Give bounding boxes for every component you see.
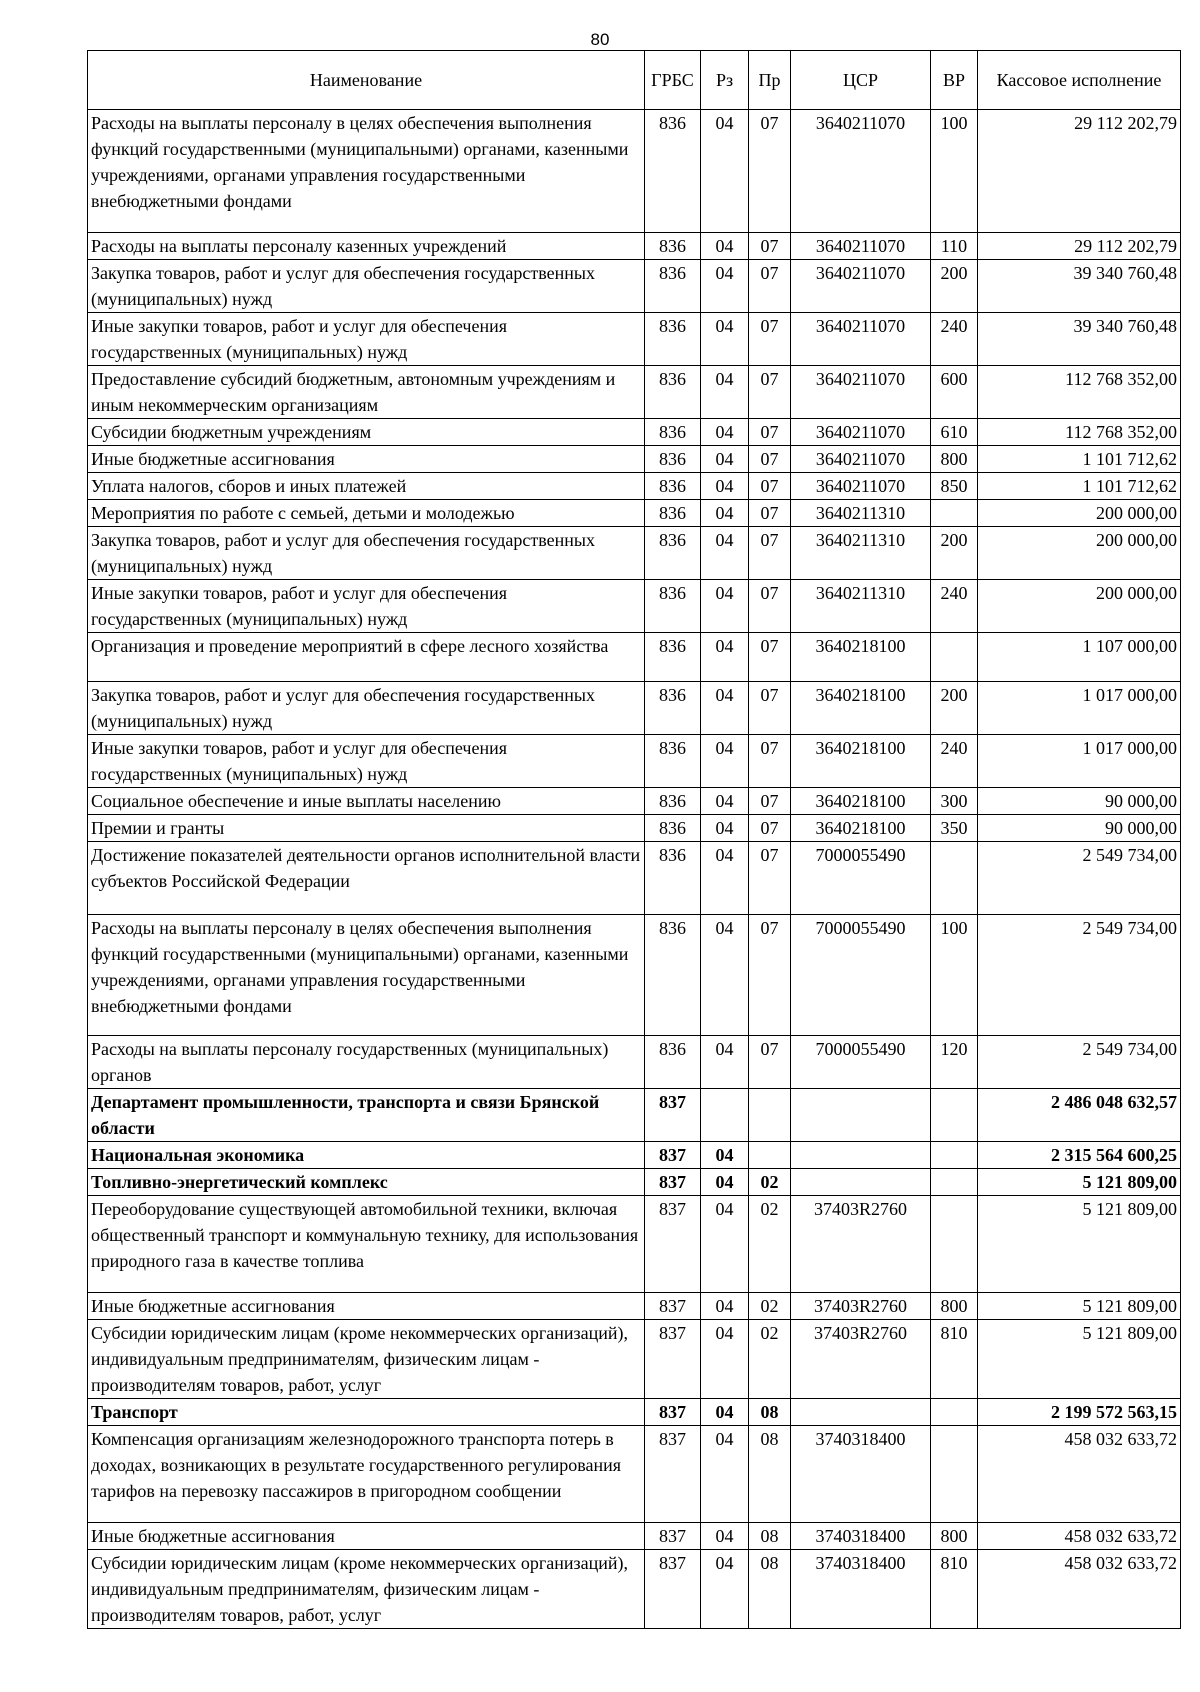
row-pr: 02 <box>749 1169 791 1196</box>
table-row <box>88 788 1181 815</box>
table-row <box>88 735 1181 788</box>
row-name: Субсидии бюджетным учреждениям <box>88 419 645 446</box>
row-csr <box>791 1399 931 1426</box>
table-row <box>88 915 1181 1036</box>
row-csr: 3640218100 <box>791 788 931 815</box>
row-pr: 02 <box>749 1320 791 1399</box>
row-amount: 458 032 633,72 <box>978 1426 1181 1523</box>
row-grbs: 836 <box>645 580 701 633</box>
row-grbs: 836 <box>645 527 701 580</box>
row-vr: 200 <box>931 260 978 313</box>
table-row <box>88 500 1181 527</box>
table-row <box>88 1550 1181 1629</box>
row-pr: 07 <box>749 233 791 260</box>
row-rz: 04 <box>701 1320 749 1399</box>
row-csr <box>791 1089 931 1142</box>
row-vr: 800 <box>931 1523 978 1550</box>
row-vr: 810 <box>931 1550 978 1629</box>
row-csr: 3640211310 <box>791 527 931 580</box>
table-row <box>88 366 1181 419</box>
table-row <box>88 1523 1181 1550</box>
row-grbs: 837 <box>645 1550 701 1629</box>
table-row <box>88 233 1181 260</box>
table-row <box>88 682 1181 735</box>
row-pr: 07 <box>749 735 791 788</box>
row-vr: 120 <box>931 1036 978 1089</box>
row-vr: 100 <box>931 110 978 233</box>
row-rz: 04 <box>701 633 749 682</box>
row-vr: 110 <box>931 233 978 260</box>
row-name: Предоставление субсидий бюджетным, автономным учреждениям и иным некоммерческим организациям <box>88 366 645 419</box>
row-pr: 08 <box>749 1426 791 1523</box>
row-grbs: 837 <box>645 1089 701 1142</box>
row-vr: 810 <box>931 1320 978 1399</box>
row-name: Иные закупки товаров, работ и услуг для обеспечения государственных (муниципальных) нужд <box>88 580 645 633</box>
row-csr: 3640218100 <box>791 815 931 842</box>
table-row <box>88 1036 1181 1089</box>
row-amount: 5 121 809,00 <box>978 1169 1181 1196</box>
header-vr: ВР <box>931 51 978 110</box>
row-vr <box>931 842 978 915</box>
row-vr: 200 <box>931 682 978 735</box>
table-row <box>88 1320 1181 1399</box>
row-name: Национальная экономика <box>88 1142 645 1169</box>
row-vr: 800 <box>931 446 978 473</box>
row-pr: 07 <box>749 1036 791 1089</box>
table-row <box>88 1426 1181 1523</box>
row-csr: 3740318400 <box>791 1550 931 1629</box>
table-row <box>88 260 1181 313</box>
header-pr: Пр <box>749 51 791 110</box>
row-grbs: 836 <box>645 842 701 915</box>
table-row <box>88 1196 1181 1293</box>
row-pr: 02 <box>749 1196 791 1293</box>
row-vr: 100 <box>931 915 978 1036</box>
row-pr: 07 <box>749 446 791 473</box>
row-csr <box>791 1142 931 1169</box>
table-row <box>88 1089 1181 1142</box>
row-rz: 04 <box>701 815 749 842</box>
header-name: Наименование <box>88 51 645 110</box>
row-amount: 112 768 352,00 <box>978 366 1181 419</box>
row-grbs: 837 <box>645 1169 701 1196</box>
budget-execution-table <box>87 50 1181 1629</box>
row-csr <box>791 1169 931 1196</box>
row-amount: 5 121 809,00 <box>978 1320 1181 1399</box>
row-grbs: 836 <box>645 788 701 815</box>
row-rz: 04 <box>701 419 749 446</box>
row-grbs: 836 <box>645 260 701 313</box>
row-rz <box>701 1089 749 1142</box>
table-row <box>88 110 1181 233</box>
row-vr <box>931 1426 978 1523</box>
row-pr: 07 <box>749 527 791 580</box>
row-grbs: 837 <box>645 1399 701 1426</box>
row-name: Премии и гранты <box>88 815 645 842</box>
row-vr <box>931 1399 978 1426</box>
header-csr: ЦСР <box>791 51 931 110</box>
row-grbs: 836 <box>645 815 701 842</box>
row-name: Организация и проведение мероприятий в сфере лесного хозяйства <box>88 633 645 682</box>
header-rz: Рз <box>701 51 749 110</box>
row-name: Переоборудование существующей автомобильной техники, включая общественный транспорт и коммунальную технику, для использования природного газа в качестве топлива <box>88 1196 645 1293</box>
row-rz: 04 <box>701 1036 749 1089</box>
table-row <box>88 1293 1181 1320</box>
row-vr <box>931 1142 978 1169</box>
row-amount: 29 112 202,79 <box>978 110 1181 233</box>
row-grbs: 836 <box>645 233 701 260</box>
row-vr: 610 <box>931 419 978 446</box>
row-amount: 39 340 760,48 <box>978 260 1181 313</box>
row-pr: 08 <box>749 1523 791 1550</box>
row-name: Расходы на выплаты персоналу казенных учреждений <box>88 233 645 260</box>
row-pr: 07 <box>749 313 791 366</box>
row-name: Субсидии юридическим лицам (кроме некоммерческих организаций), индивидуальным предпринимателям, физическим лицам - производителям товаров, работ, услуг <box>88 1320 645 1399</box>
row-rz: 04 <box>701 1523 749 1550</box>
table-row <box>88 313 1181 366</box>
row-vr: 240 <box>931 735 978 788</box>
row-pr: 07 <box>749 260 791 313</box>
row-name: Иные бюджетные ассигнования <box>88 446 645 473</box>
row-pr: 07 <box>749 633 791 682</box>
row-rz: 04 <box>701 527 749 580</box>
row-csr: 3640218100 <box>791 633 931 682</box>
row-name: Иные закупки товаров, работ и услуг для обеспечения государственных (муниципальных) нужд <box>88 735 645 788</box>
row-name: Закупка товаров, работ и услуг для обеспечения государственных (муниципальных) нужд <box>88 527 645 580</box>
row-vr: 240 <box>931 580 978 633</box>
row-grbs: 836 <box>645 473 701 500</box>
row-pr: 08 <box>749 1550 791 1629</box>
row-grbs: 837 <box>645 1142 701 1169</box>
row-grbs: 836 <box>645 366 701 419</box>
row-rz: 04 <box>701 1426 749 1523</box>
row-name: Департамент промышленности, транспорта и связи Брянской области <box>88 1089 645 1142</box>
row-vr: 240 <box>931 313 978 366</box>
row-csr: 7000055490 <box>791 1036 931 1089</box>
row-pr: 07 <box>749 419 791 446</box>
row-vr: 300 <box>931 788 978 815</box>
row-pr: 07 <box>749 842 791 915</box>
row-csr: 3640211070 <box>791 110 931 233</box>
row-name: Иные бюджетные ассигнования <box>88 1293 645 1320</box>
table-row <box>88 633 1181 682</box>
row-csr: 3640211070 <box>791 366 931 419</box>
row-rz: 04 <box>701 500 749 527</box>
row-pr: 07 <box>749 110 791 233</box>
row-rz: 04 <box>701 735 749 788</box>
row-pr: 07 <box>749 366 791 419</box>
row-amount: 2 199 572 563,15 <box>978 1399 1181 1426</box>
row-amount: 2 315 564 600,25 <box>978 1142 1181 1169</box>
row-vr: 200 <box>931 527 978 580</box>
row-name: Субсидии юридическим лицам (кроме некоммерческих организаций), индивидуальным предпринимателям, физическим лицам - производителям товаров, работ, услуг <box>88 1550 645 1629</box>
row-csr: 37403R2760 <box>791 1196 931 1293</box>
row-rz: 04 <box>701 233 749 260</box>
row-csr: 3640211070 <box>791 473 931 500</box>
row-rz: 04 <box>701 1399 749 1426</box>
row-amount: 39 340 760,48 <box>978 313 1181 366</box>
row-grbs: 836 <box>645 735 701 788</box>
row-name: Расходы на выплаты персоналу в целях обеспечения выполнения функций государственными (муниципальными) органами, казенными учреждениями, органами управления государственными внебюджетными фондами <box>88 110 645 233</box>
row-pr <box>749 1089 791 1142</box>
row-csr: 3640211310 <box>791 580 931 633</box>
row-csr: 3640211310 <box>791 500 931 527</box>
row-grbs: 836 <box>645 110 701 233</box>
row-amount: 1 107 000,00 <box>978 633 1181 682</box>
row-amount: 2 486 048 632,57 <box>978 1089 1181 1142</box>
row-amount: 1 017 000,00 <box>978 735 1181 788</box>
row-csr: 7000055490 <box>791 915 931 1036</box>
row-amount: 2 549 734,00 <box>978 1036 1181 1089</box>
row-csr: 3640211070 <box>791 233 931 260</box>
row-pr: 02 <box>749 1293 791 1320</box>
row-amount: 29 112 202,79 <box>978 233 1181 260</box>
row-rz: 04 <box>701 1169 749 1196</box>
row-vr <box>931 500 978 527</box>
row-name: Иные бюджетные ассигнования <box>88 1523 645 1550</box>
row-pr: 07 <box>749 682 791 735</box>
row-grbs: 837 <box>645 1426 701 1523</box>
row-name: Уплата налогов, сборов и иных платежей <box>88 473 645 500</box>
row-amount: 112 768 352,00 <box>978 419 1181 446</box>
row-csr: 3740318400 <box>791 1523 931 1550</box>
row-grbs: 836 <box>645 446 701 473</box>
row-amount: 200 000,00 <box>978 527 1181 580</box>
row-rz: 04 <box>701 446 749 473</box>
row-grbs: 836 <box>645 915 701 1036</box>
row-csr: 3640211070 <box>791 313 931 366</box>
row-amount: 2 549 734,00 <box>978 842 1181 915</box>
row-pr: 07 <box>749 788 791 815</box>
row-vr <box>931 1169 978 1196</box>
table-row <box>88 1169 1181 1196</box>
row-grbs: 836 <box>645 1036 701 1089</box>
row-amount: 5 121 809,00 <box>978 1196 1181 1293</box>
row-rz: 04 <box>701 580 749 633</box>
row-csr: 3640211070 <box>791 419 931 446</box>
row-amount: 5 121 809,00 <box>978 1293 1181 1320</box>
row-name: Достижение показателей деятельности органов исполнительной власти субъектов Российской Федерации <box>88 842 645 915</box>
row-rz: 04 <box>701 313 749 366</box>
row-csr: 7000055490 <box>791 842 931 915</box>
row-grbs: 837 <box>645 1293 701 1320</box>
table-row <box>88 419 1181 446</box>
row-amount: 458 032 633,72 <box>978 1550 1181 1629</box>
row-amount: 90 000,00 <box>978 815 1181 842</box>
row-vr: 600 <box>931 366 978 419</box>
row-vr <box>931 1089 978 1142</box>
row-rz: 04 <box>701 110 749 233</box>
row-grbs: 837 <box>645 1523 701 1550</box>
row-amount: 90 000,00 <box>978 788 1181 815</box>
table-row <box>88 527 1181 580</box>
row-csr: 37403R2760 <box>791 1320 931 1399</box>
row-pr: 07 <box>749 580 791 633</box>
row-csr: 3640218100 <box>791 682 931 735</box>
row-rz: 04 <box>701 473 749 500</box>
row-name: Социальное обеспечение и иные выплаты населению <box>88 788 645 815</box>
row-name: Закупка товаров, работ и услуг для обеспечения государственных (муниципальных) нужд <box>88 682 645 735</box>
table-row <box>88 1142 1181 1169</box>
row-csr: 3640211070 <box>791 260 931 313</box>
row-rz: 04 <box>701 366 749 419</box>
row-rz: 04 <box>701 1293 749 1320</box>
row-amount: 2 549 734,00 <box>978 915 1181 1036</box>
table-row <box>88 580 1181 633</box>
row-amount: 1 017 000,00 <box>978 682 1181 735</box>
table-header-row <box>88 51 1181 110</box>
row-rz: 04 <box>701 842 749 915</box>
table-row <box>88 446 1181 473</box>
row-amount: 200 000,00 <box>978 580 1181 633</box>
row-pr: 07 <box>749 915 791 1036</box>
row-vr: 350 <box>931 815 978 842</box>
table-row <box>88 1399 1181 1426</box>
row-rz: 04 <box>701 915 749 1036</box>
row-amount: 200 000,00 <box>978 500 1181 527</box>
page-number: 80 <box>590 30 610 49</box>
row-name: Закупка товаров, работ и услуг для обеспечения государственных (муниципальных) нужд <box>88 260 645 313</box>
row-csr: 37403R2760 <box>791 1293 931 1320</box>
row-vr: 850 <box>931 473 978 500</box>
row-pr: 08 <box>749 1399 791 1426</box>
row-name: Компенсация организациям железнодорожного транспорта потерь в доходах, возникающих в результате государственного регулирования тарифов на перевозку пассажиров в пригородном сообщении <box>88 1426 645 1523</box>
row-csr: 3740318400 <box>791 1426 931 1523</box>
row-rz: 04 <box>701 1196 749 1293</box>
table-row <box>88 815 1181 842</box>
row-grbs: 837 <box>645 1196 701 1293</box>
header-grbs: ГРБС <box>645 51 701 110</box>
table-row <box>88 842 1181 915</box>
row-vr <box>931 633 978 682</box>
row-amount: 458 032 633,72 <box>978 1523 1181 1550</box>
row-pr: 07 <box>749 815 791 842</box>
row-name: Расходы на выплаты персоналу государственных (муниципальных) органов <box>88 1036 645 1089</box>
row-pr: 07 <box>749 500 791 527</box>
row-pr <box>749 1142 791 1169</box>
row-name: Транспорт <box>88 1399 645 1426</box>
row-grbs: 836 <box>645 633 701 682</box>
row-name: Мероприятия по работе с семьей, детьми и молодежью <box>88 500 645 527</box>
row-amount: 1 101 712,62 <box>978 473 1181 500</box>
row-csr: 3640211070 <box>791 446 931 473</box>
row-grbs: 836 <box>645 682 701 735</box>
table-row <box>88 473 1181 500</box>
row-vr <box>931 1196 978 1293</box>
row-rz: 04 <box>701 260 749 313</box>
row-grbs: 836 <box>645 500 701 527</box>
row-amount: 1 101 712,62 <box>978 446 1181 473</box>
row-csr: 3640218100 <box>791 735 931 788</box>
row-rz: 04 <box>701 1550 749 1629</box>
row-rz: 04 <box>701 1142 749 1169</box>
header-amount: Кассовое исполнение <box>978 51 1181 110</box>
row-name: Расходы на выплаты персоналу в целях обеспечения выполнения функций государственными (муниципальными) органами, казенными учреждениями, органами управления государственными внебюджетными фондами <box>88 915 645 1036</box>
row-grbs: 836 <box>645 313 701 366</box>
row-name: Топливно-энергетический комплекс <box>88 1169 645 1196</box>
row-grbs: 836 <box>645 419 701 446</box>
row-name: Иные закупки товаров, работ и услуг для обеспечения государственных (муниципальных) нужд <box>88 313 645 366</box>
row-rz: 04 <box>701 788 749 815</box>
row-grbs: 837 <box>645 1320 701 1399</box>
row-vr: 800 <box>931 1293 978 1320</box>
row-rz: 04 <box>701 682 749 735</box>
row-pr: 07 <box>749 473 791 500</box>
